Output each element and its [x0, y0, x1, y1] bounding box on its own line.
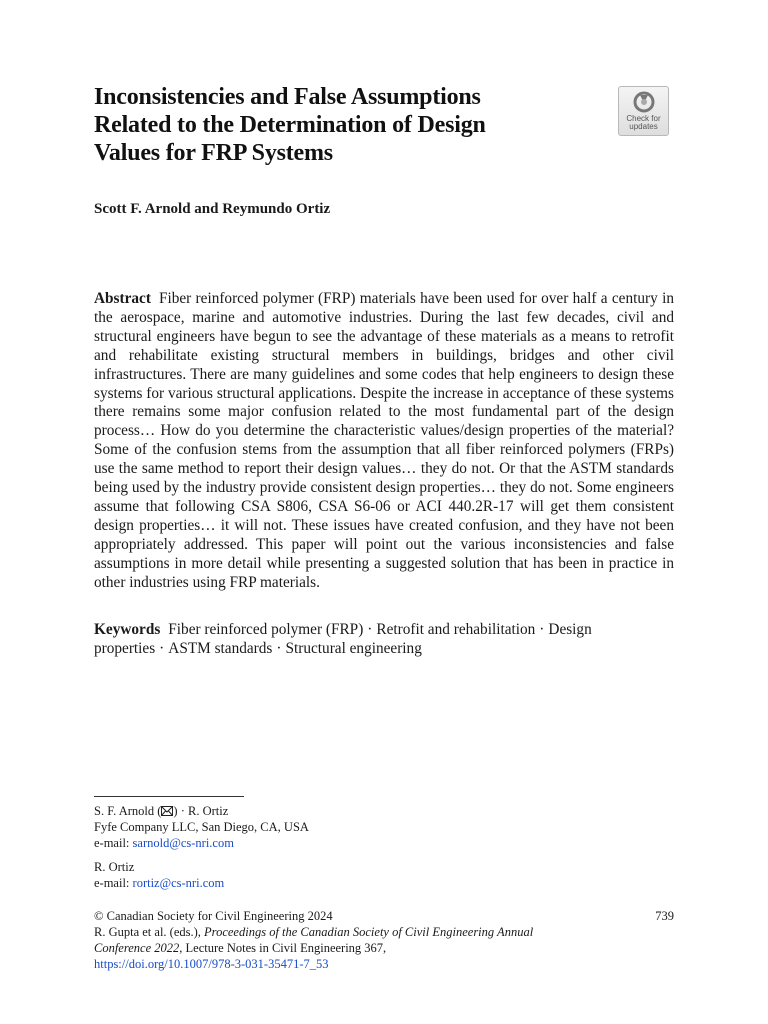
footnote-divider — [94, 796, 244, 797]
check-for-updates-icon — [633, 91, 655, 113]
envelope-icon[interactable] — [161, 806, 173, 816]
editors: R. Gupta et al. (eds.), — [94, 925, 205, 939]
citation-line-1 — [94, 924, 674, 940]
email-link-arnold[interactable]: sarnold@cs-nri.com — [132, 836, 234, 850]
badge-line-2: updates — [629, 122, 658, 131]
author-list: Scott F. Arnold and Reymundo Ortiz — [94, 201, 331, 217]
copyright-line: © Canadian Society for Civil Engineering 2024 — [94, 909, 333, 923]
footnote-author: R. Ortiz — [94, 860, 135, 874]
footnote-affiliation: Fyfe Company LLC, San Diego, CA, USA — [94, 820, 309, 834]
footnote-separator: · — [177, 804, 189, 818]
paper-title — [94, 83, 594, 167]
footnote-ortiz — [94, 859, 224, 891]
footnote-author-a: S. F. Arnold ( — [94, 804, 162, 818]
page-number: 739 — [655, 909, 674, 923]
badge-line-1: Check for — [626, 114, 661, 123]
abstract-label: Abstract — [94, 290, 151, 307]
publication-info — [94, 908, 674, 972]
footnote-arnold — [94, 803, 309, 851]
proceedings-title: Proceedings of the Canadian Society of Civil Engineering Annual — [204, 925, 534, 939]
title-line: Related to the Determination of Design — [94, 112, 486, 138]
keyword-separator: · — [367, 621, 373, 638]
email-label: e-mail: — [94, 876, 133, 890]
citation-line-3 — [94, 956, 674, 972]
footnote-author-b: R. Ortiz — [188, 804, 229, 818]
proceedings-title-cont: Conference 2022 — [94, 941, 180, 955]
abstract-text: Fiber reinforced polymer (FRP) materials have been used for over half a century in the aerospace, marine and automotive industries. During the last few decades, civil and structural engineers have begun to see the advantage of these materials as a means to retrofit and rehabilitate existing structural members in buildings, bridges and other civil infrastructures. There are many guidelines and some codes that help engineers to design these systems for various structural applications. Despite the increase in acceptance of these systems there remains some major confusion related to the most fundamental part of the design process… How do you determine the characteristic values/design properties of the material? Some of the confusion stems from the assumption that all fiber reinforced polymers (FRPs) use the same method to report their design values… they do not. Or that the ASTM standards being used by the industry provide consistent design properties… they do not. Some engineers assume that following CSA S806, CSA S6-06 or ACI 440.2R-17 will get them consistent design properties… it will not. These issues have created confusion, and they have not been appropriately addressed. This paper will point out the various inconsistencies and false assumptions in more detail while presenting a suggested solution that has been in practice in other industries using FRP materials. — [94, 290, 674, 591]
title-line: Inconsistencies and False Assumptions — [94, 84, 481, 110]
keyword-item: Structural engineering — [285, 639, 422, 657]
series-info: , Lecture Notes in Civil Engineering 367, — [179, 941, 387, 955]
keywords — [94, 621, 674, 659]
email-link-ortiz[interactable]: rortiz@cs-nri.com — [132, 876, 225, 890]
keyword-item: Fiber reinforced polymer (FRP) — [168, 621, 364, 638]
keyword-item: ASTM standards — [168, 639, 273, 657]
keywords-label: Keywords — [94, 621, 161, 638]
email-label: e-mail: — [94, 836, 133, 850]
keyword-item: Retrofit and rehabilitation — [376, 621, 536, 638]
keyword-separator: · — [539, 621, 545, 638]
keyword-separator: · — [276, 639, 282, 657]
keyword-item: Design properties — [94, 621, 592, 657]
keyword-separator: · — [159, 639, 165, 657]
title-line: Values for FRP Systems — [94, 140, 333, 166]
abstract — [94, 290, 674, 593]
paper-page — [94, 0, 674, 1024]
check-for-updates-badge[interactable] — [618, 86, 669, 136]
footnote-author-a-close: ) — [173, 804, 178, 818]
doi-link[interactable]: https://doi.org/10.1007/978-3-031-35471-7_53 — [94, 957, 329, 971]
citation-line-2 — [94, 940, 674, 956]
